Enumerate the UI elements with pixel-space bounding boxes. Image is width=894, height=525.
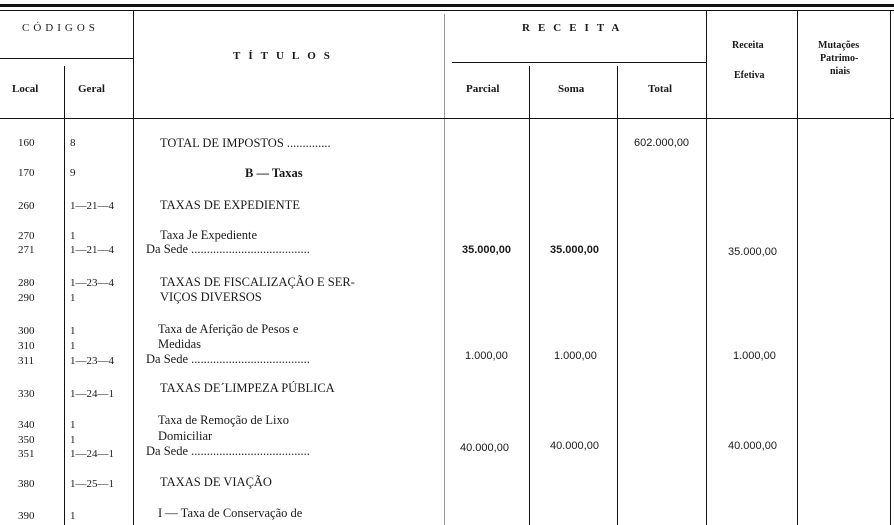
top-rule-thin [0,10,894,11]
row-local: 300 [18,325,35,337]
row-geral: 1—23—4 [70,355,114,367]
row-local: 160 [18,137,35,149]
row-parcial: 35.000,00 [462,244,511,256]
header-total: Total [648,83,673,95]
row-title: TAXAS DE VIAÇÃO [160,475,272,489]
row-local: 271 [18,244,35,256]
row-local: 310 [18,340,35,352]
row-soma: 40.000,00 [550,440,599,452]
header-mutacoes-line1: Mutações [818,40,860,51]
row-parcial: 40.000,00 [460,442,509,454]
row-local: 280 [18,277,35,289]
row-title: TAXAS DE FISCALIZAÇÃO E SER- [160,275,355,289]
row-title: Da Sede ...................................... [146,444,310,458]
row-geral: 1—23—4 [70,277,114,289]
header-receita: RECEITA [522,22,628,34]
row-efetiva: 35.000,00 [728,246,777,258]
header-mutacoes-line3: niais [830,66,851,77]
header-local: Local [12,83,39,95]
header-geral: Geral [78,83,105,95]
row-geral: 1 [70,292,76,304]
row-geral: 1—24—1 [70,388,114,400]
row-geral: 1 [70,325,76,337]
row-local: 330 [18,388,35,400]
row-local: 290 [18,292,35,304]
row-local: 340 [18,419,35,431]
row-geral: 1—25—1 [70,478,114,490]
row-geral: 1 [70,340,76,352]
row-local: 270 [18,230,35,242]
row-title: Da Sede ...................................... [146,352,310,366]
header-mutacoes-line2: Patrimo- [820,53,859,64]
divider-soma-total [617,66,618,525]
row-title: TOTAL DE IMPOSTOS .............. [160,136,331,150]
row-geral: 1 [70,419,76,431]
row-parcial: 1.000,00 [465,350,508,362]
header-receita-efetiva-line2: Efetiva [734,70,765,81]
row-local: 350 [18,434,35,446]
divider-receita-efetiva [706,10,707,525]
codigos-underline [0,58,133,59]
row-title: Da Sede ...................................... [146,242,310,256]
row-title: TAXAS DE´LIMPEZA PÚBLICA [160,381,335,395]
row-soma: 35.000,00 [550,244,599,256]
row-title: I — Taxa de Conservação de [158,506,303,520]
divider-parcial-soma [529,66,530,525]
row-local: 311 [18,355,35,367]
row-title: TAXAS DE EXPEDIENTE [160,198,300,212]
divider-right-edge [890,10,891,525]
row-geral: 1—21—4 [70,200,114,212]
top-rule-thick [0,4,894,7]
header-soma: Soma [558,83,585,95]
row-title: Taxa de Aferição de Pesos e [158,322,299,336]
row-title: Domiciliar [158,429,213,443]
header-bottom-rule [0,118,894,119]
row-title: Medidas [158,337,202,351]
row-geral: 1 [70,230,76,242]
row-efetiva: 1.000,00 [733,350,776,362]
divider-efetiva-mutacoes [797,10,798,525]
header-parcial: Parcial [466,83,500,95]
row-geral: 1—21—4 [70,244,114,256]
row-local: 351 [18,448,35,460]
row-local: 170 [18,167,35,179]
row-geral: 9 [70,167,76,179]
header-codigos: CÓDIGOS [22,22,99,34]
row-geral: 1 [70,510,76,522]
divider-titulos-receita [444,14,445,525]
divider-codigos-titulos [133,10,134,525]
header-titulos: TÍTULOS [233,50,338,62]
row-local: 390 [18,510,35,522]
row-title: VIÇOS DIVERSOS [160,290,262,304]
row-efetiva: 40.000,00 [728,440,777,452]
row-title: Taxa de Remoção de Lixo [158,413,290,427]
row-local: 380 [18,478,35,490]
row-soma: 1.000,00 [554,350,597,362]
row-geral: 1—24—1 [70,448,114,460]
row-title: Taxa Je Expediente [160,228,257,242]
receita-underline [452,62,706,63]
header-receita-efetiva-line1: Receita [732,40,764,51]
divider-local-geral [64,66,65,525]
row-title: B — Taxas [245,166,303,180]
row-total: 602.000,00 [634,137,690,149]
row-local: 260 [18,200,35,212]
row-geral: 1 [70,434,76,446]
row-geral: 8 [70,137,76,149]
